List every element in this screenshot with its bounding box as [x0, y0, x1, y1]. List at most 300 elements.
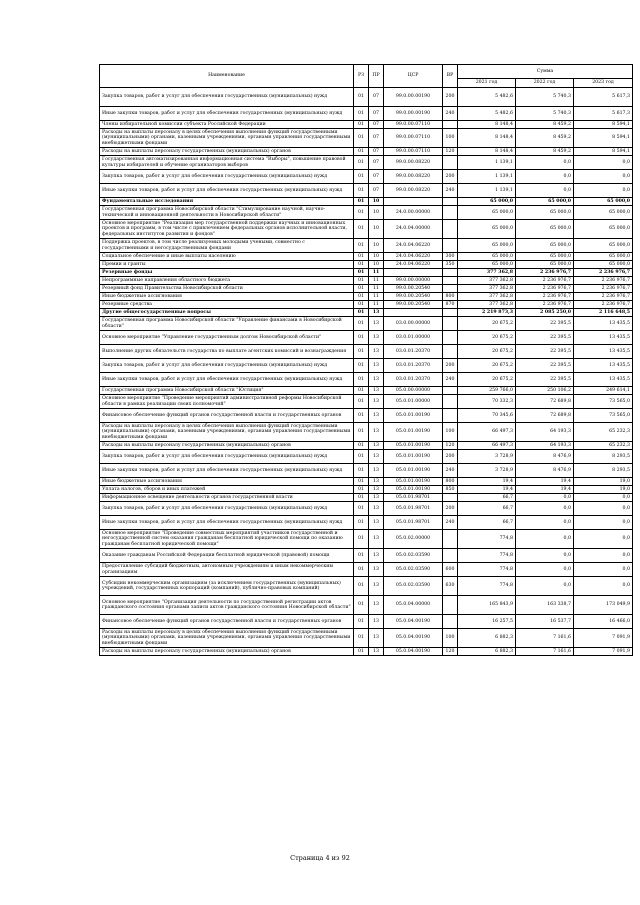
cell-2022: 8 459,2	[516, 148, 574, 156]
cell-2023: 13 435,5	[574, 373, 633, 387]
cell-2022: 8 476,9	[516, 450, 574, 464]
cell-2023: 2 236 976,7	[574, 285, 633, 293]
cell-2021: 5 482,6	[458, 88, 516, 107]
cell-2021: 66 497,3	[458, 423, 516, 442]
cell-rz: 01	[354, 359, 369, 373]
cell-csr: 05.0.04.00190	[384, 648, 443, 656]
cell-rz: 01	[354, 395, 369, 409]
cell-2021: 70 332,3	[458, 395, 516, 409]
cell-rz: 01	[354, 156, 369, 170]
cell-name: Члены избирательной комиссии субъекта Российской Федерации	[100, 121, 354, 129]
cell-csr: 03.0.01.20370	[384, 359, 443, 373]
cell-name: Иные закупки товаров, работ и услуг для обеспечения государственных (муниципальных) нужд	[100, 373, 354, 387]
cell-2021: 19,4	[458, 486, 516, 494]
cell-csr: 05.0.01.00190	[384, 450, 443, 464]
cell-2023: 8 594,1	[574, 129, 633, 148]
cell-vr: 120	[443, 442, 458, 450]
cell-pr: 13	[369, 577, 384, 596]
cell-vr	[443, 494, 458, 502]
cell-2022: 65 000,0	[516, 253, 574, 261]
cell-vr	[443, 198, 458, 206]
cell-vr	[443, 331, 458, 345]
cell-2022: 0,0	[516, 184, 574, 198]
table-row	[100, 309, 633, 317]
cell-csr: 24.0.04.06220	[384, 253, 443, 261]
cell-csr: 99.0.00.00190	[384, 107, 443, 121]
cell-2023: 0,0	[574, 530, 633, 549]
cell-name: Уплата налогов, сборов и иных платежей	[100, 486, 354, 494]
cell-vr	[443, 317, 458, 331]
cell-csr: 05.0.01.00190	[384, 442, 443, 450]
cell-2023: 13 435,5	[574, 359, 633, 373]
table-row	[100, 409, 633, 423]
cell-vr: 800	[443, 478, 458, 486]
cell-vr: 200	[443, 502, 458, 516]
cell-name: Основное мероприятие "Управление государственным долгом Новосибирской области"	[100, 331, 354, 345]
cell-rz: 01	[354, 549, 369, 563]
cell-2022: 64 193,3	[516, 423, 574, 442]
cell-2022: 65 000,0	[516, 206, 574, 220]
cell-pr: 13	[369, 395, 384, 409]
cell-name: Иные закупки товаров, работ и услуг для обеспечения государственных (муниципальных) нужд	[100, 516, 354, 530]
cell-name: Резервные средства	[100, 301, 354, 309]
cell-csr: 05.0.04.00190	[384, 629, 443, 648]
cell-pr: 13	[369, 464, 384, 478]
cell-pr: 13	[369, 494, 384, 502]
cell-vr	[443, 549, 458, 563]
table-row	[100, 170, 633, 184]
cell-csr: 99.0.00.07110	[384, 148, 443, 156]
cell-rz: 01	[354, 387, 369, 395]
cell-csr: 99.0.00.20540	[384, 293, 443, 301]
cell-rz: 01	[354, 148, 369, 156]
cell-vr: 600	[443, 563, 458, 577]
cell-csr: 24.0.04.06220	[384, 261, 443, 269]
cell-2022: 5 740,3	[516, 107, 574, 121]
cell-name: Государственная программа Новосибирской области "Стимулирование научной, научно-технической и инновационной деятельности в Новосибирской области"	[100, 206, 354, 220]
cell-2022: 22 395,5	[516, 359, 574, 373]
cell-2022: 0,0	[516, 156, 574, 170]
cell-pr: 11	[369, 293, 384, 301]
cell-rz: 01	[354, 563, 369, 577]
cell-vr	[443, 285, 458, 293]
cell-rz: 01	[354, 502, 369, 516]
cell-pr: 13	[369, 309, 384, 317]
cell-vr: 870	[443, 301, 458, 309]
cell-name: Информационное освещение деятельности органов государственной власти	[100, 494, 354, 502]
cell-rz: 01	[354, 184, 369, 198]
cell-name: Социальное обеспечение и иные выплаты населению	[100, 253, 354, 261]
cell-csr: 05.0.02.03590	[384, 577, 443, 596]
cell-2023: 73 565,0	[574, 409, 633, 423]
cell-2022: 8 476,9	[516, 464, 574, 478]
cell-2023: 13 435,5	[574, 331, 633, 345]
table-row	[100, 563, 633, 577]
cell-2023: 7 091,9	[574, 648, 633, 656]
col-header-pr: ПР	[369, 65, 384, 88]
cell-2023: 8 594,1	[574, 148, 633, 156]
cell-csr: 03.0.01.20370	[384, 345, 443, 359]
cell-rz: 01	[354, 88, 369, 107]
cell-2023: 2 236 976,7	[574, 293, 633, 301]
cell-pr: 07	[369, 107, 384, 121]
table-row	[100, 530, 633, 549]
cell-2023: 65 000,0	[574, 261, 633, 269]
cell-2023: 8 293,5	[574, 464, 633, 478]
cell-2023: 0,0	[574, 516, 633, 530]
cell-vr: 100	[443, 629, 458, 648]
cell-rz: 01	[354, 596, 369, 615]
cell-rz: 01	[354, 423, 369, 442]
cell-pr: 07	[369, 170, 384, 184]
cell-rz: 01	[354, 345, 369, 359]
col-header-name: Наименование	[100, 65, 354, 88]
cell-2022: 0,0	[516, 516, 574, 530]
table-row	[100, 516, 633, 530]
table-row	[100, 423, 633, 442]
cell-pr: 13	[369, 629, 384, 648]
cell-2021: 20 675,2	[458, 331, 516, 345]
cell-csr: 05.0.00.00000	[384, 387, 443, 395]
cell-2021: 66 497,3	[458, 442, 516, 450]
cell-vr	[443, 220, 458, 239]
cell-pr: 10	[369, 206, 384, 220]
cell-2022: 16 537,7	[516, 615, 574, 629]
table-row	[100, 629, 633, 648]
cell-2022: 7 161,6	[516, 629, 574, 648]
cell-vr	[443, 395, 458, 409]
cell-2023: 2 236 976,7	[574, 269, 633, 277]
cell-2021: 19,4	[458, 478, 516, 486]
table-row	[100, 549, 633, 563]
cell-rz: 01	[354, 253, 369, 261]
cell-vr	[443, 239, 458, 253]
cell-rz: 01	[354, 198, 369, 206]
cell-2023: 0,0	[574, 563, 633, 577]
cell-vr: 240	[443, 516, 458, 530]
table-row	[100, 331, 633, 345]
cell-rz: 01	[354, 206, 369, 220]
cell-2022: 2 085 250,0	[516, 309, 574, 317]
cell-2022: 22 395,5	[516, 317, 574, 331]
table-row	[100, 261, 633, 269]
cell-name: Резервный фонд Правительства Новосибирской области	[100, 285, 354, 293]
cell-2021: 66,7	[458, 494, 516, 502]
cell-pr: 11	[369, 285, 384, 293]
cell-2022: 0,0	[516, 494, 574, 502]
cell-vr: 100	[443, 129, 458, 148]
cell-csr: 99.0.00.08220	[384, 170, 443, 184]
cell-2021: 259 766,0	[458, 387, 516, 395]
cell-2022: 72 689,8	[516, 395, 574, 409]
cell-name: Финансовое обеспечение функций органов государственной власти и государственных органов	[100, 409, 354, 423]
cell-name: Закупка товаров, работ и услуг для обеспечения государственных (муниципальных) нужд	[100, 170, 354, 184]
cell-2021: 66,7	[458, 502, 516, 516]
cell-2022: 64 193,3	[516, 442, 574, 450]
cell-2021: 377 362,8	[458, 293, 516, 301]
table-row	[100, 478, 633, 486]
cell-2021: 65 000,0	[458, 239, 516, 253]
cell-2023: 249 614,1	[574, 387, 633, 395]
cell-2021: 3 728,9	[458, 464, 516, 478]
cell-2022: 163 338,7	[516, 596, 574, 615]
cell-2022: 0,0	[516, 170, 574, 184]
cell-name: Закупка товаров, работ и услуг для обеспечения государственных (муниципальных) нужд	[100, 450, 354, 464]
cell-name: Основное мероприятие "Проведение мероприятий административной реформы Новосибирской области в рамках реализации своих полномочий"	[100, 395, 354, 409]
cell-2023: 65 000,0	[574, 198, 633, 206]
cell-csr: 05.0.04.00190	[384, 615, 443, 629]
cell-pr: 13	[369, 450, 384, 464]
cell-2023: 0,0	[574, 494, 633, 502]
cell-rz: 01	[354, 409, 369, 423]
cell-rz: 01	[354, 285, 369, 293]
cell-name: Иные закупки товаров, работ и услуг для обеспечения государственных (муниципальных) нужд	[100, 184, 354, 198]
cell-2023: 0,0	[574, 184, 633, 198]
cell-2021: 377 362,8	[458, 269, 516, 277]
cell-rz: 01	[354, 373, 369, 387]
table-row	[100, 648, 633, 656]
table-row	[100, 253, 633, 261]
cell-name: Иные закупки товаров, работ и услуг для обеспечения государственных (муниципальных) нужд	[100, 464, 354, 478]
table-row	[100, 577, 633, 596]
cell-2023: 65 000,0	[574, 220, 633, 239]
cell-2021: 8 148,4	[458, 121, 516, 129]
cell-name: Выполнение других обязательств государства по выплате агентских комиссий и вознаграждения	[100, 345, 354, 359]
cell-vr: 200	[443, 170, 458, 184]
cell-rz: 01	[354, 442, 369, 450]
cell-2022: 0,0	[516, 563, 574, 577]
cell-pr: 13	[369, 317, 384, 331]
cell-vr: 350	[443, 261, 458, 269]
table-row	[100, 129, 633, 148]
cell-pr: 13	[369, 596, 384, 615]
table-row	[100, 596, 633, 615]
cell-2023: 0,0	[574, 156, 633, 170]
cell-pr: 13	[369, 409, 384, 423]
cell-name: Основное мероприятие "Реализация мер государственной поддержки научных и инновационных проектов и программ, в том числе с привлечением федеральных органов исполнительной власти, федеральных институтов развития и фондов"	[100, 220, 354, 239]
cell-rz: 01	[354, 220, 369, 239]
cell-2022: 2 236 976,7	[516, 277, 574, 285]
cell-pr: 07	[369, 184, 384, 198]
cell-rz: 01	[354, 615, 369, 629]
cell-pr: 07	[369, 88, 384, 107]
cell-csr: 24.0.04.06220	[384, 239, 443, 253]
cell-vr	[443, 309, 458, 317]
cell-csr: 99.0.00.08220	[384, 156, 443, 170]
cell-vr: 100	[443, 423, 458, 442]
cell-vr: 850	[443, 486, 458, 494]
cell-rz: 01	[354, 293, 369, 301]
cell-2023: 0,0	[574, 502, 633, 516]
cell-rz: 01	[354, 121, 369, 129]
table-row	[100, 220, 633, 239]
cell-2023: 8 293,5	[574, 450, 633, 464]
cell-pr: 07	[369, 121, 384, 129]
cell-name: Расходы на выплаты персоналу в целях обеспечения выполнения функций государственными (муниципальными) органами, казенными учреждениями, органами управления государственными внебюджетными фондами	[100, 423, 354, 442]
cell-2022: 2 236 976,7	[516, 285, 574, 293]
cell-2022: 22 395,5	[516, 345, 574, 359]
cell-vr	[443, 596, 458, 615]
cell-name: Непрограммные направления областного бюджета	[100, 277, 354, 285]
table-row	[100, 269, 633, 277]
table-row	[100, 156, 633, 170]
cell-pr: 13	[369, 331, 384, 345]
table-row	[100, 317, 633, 331]
cell-rz: 01	[354, 309, 369, 317]
cell-csr	[384, 198, 443, 206]
table-row	[100, 373, 633, 387]
cell-vr	[443, 615, 458, 629]
cell-vr	[443, 409, 458, 423]
cell-name: Расходы на выплаты персоналу в целях обеспечения выполнения функций государственными (муниципальными) органами, казенными учреждениями, органами управления государственными внебюджетными фондами	[100, 129, 354, 148]
table-row	[100, 395, 633, 409]
table-row	[100, 277, 633, 285]
cell-csr: 24.0.00.00000	[384, 206, 443, 220]
cell-pr: 13	[369, 530, 384, 549]
cell-2023: 173 049,9	[574, 596, 633, 615]
cell-2023: 19,0	[574, 478, 633, 486]
cell-2022: 250 106,2	[516, 387, 574, 395]
table-row	[100, 121, 633, 129]
cell-pr: 10	[369, 261, 384, 269]
cell-2023: 65 232,3	[574, 442, 633, 450]
table-row	[100, 184, 633, 198]
cell-2021: 774,8	[458, 530, 516, 549]
cell-2021: 377 362,8	[458, 285, 516, 293]
table-row	[100, 198, 633, 206]
cell-rz: 01	[354, 107, 369, 121]
cell-2022: 65 000,0	[516, 220, 574, 239]
cell-csr: 99.0.00.20540	[384, 301, 443, 309]
cell-2021: 774,8	[458, 549, 516, 563]
cell-name: Государственная автоматизированная информационная система "Выборы", повышение правовой культуры избирателей и обучение организаторов выборов	[100, 156, 354, 170]
cell-pr: 13	[369, 387, 384, 395]
table-row	[100, 88, 633, 107]
cell-pr: 13	[369, 502, 384, 516]
cell-2022: 2 236 976,7	[516, 293, 574, 301]
table-row	[100, 502, 633, 516]
cell-2023: 2 236 976,7	[574, 277, 633, 285]
cell-csr: 99.0.00.07110	[384, 129, 443, 148]
table-row	[100, 345, 633, 359]
cell-pr: 13	[369, 549, 384, 563]
cell-vr	[443, 269, 458, 277]
cell-pr: 13	[369, 442, 384, 450]
cell-csr: 05.0.01.00190	[384, 409, 443, 423]
cell-pr: 07	[369, 129, 384, 148]
table-row	[100, 450, 633, 464]
cell-rz: 01	[354, 577, 369, 596]
cell-2021: 377 362,8	[458, 301, 516, 309]
cell-pr: 10	[369, 198, 384, 206]
cell-2022: 8 459,2	[516, 129, 574, 148]
cell-rz: 01	[354, 261, 369, 269]
cell-name: Иные закупки товаров, работ и услуг для обеспечения государственных (муниципальных) нужд	[100, 107, 354, 121]
cell-pr: 10	[369, 220, 384, 239]
cell-2023: 19,0	[574, 486, 633, 494]
cell-pr: 07	[369, 148, 384, 156]
cell-2023: 65 232,3	[574, 423, 633, 442]
cell-2021: 6 882,3	[458, 629, 516, 648]
cell-vr: 200	[443, 359, 458, 373]
cell-rz: 01	[354, 530, 369, 549]
cell-rz: 01	[354, 129, 369, 148]
cell-2022: 5 740,3	[516, 88, 574, 107]
cell-2021: 8 148,4	[458, 148, 516, 156]
cell-csr: 05.0.04.00000	[384, 596, 443, 615]
cell-2023: 65 000,0	[574, 206, 633, 220]
cell-2021: 1 139,1	[458, 156, 516, 170]
cell-name: Резервные фонды	[100, 269, 354, 277]
cell-2021: 65 000,0	[458, 220, 516, 239]
cell-pr: 10	[369, 239, 384, 253]
col-header-2021: 2021 год	[458, 79, 516, 88]
cell-pr: 07	[369, 156, 384, 170]
cell-name: Расходы на выплаты персоналу государственных (муниципальных) органов	[100, 148, 354, 156]
cell-2021: 3 728,9	[458, 450, 516, 464]
table-row	[100, 293, 633, 301]
cell-csr: 05.0.01.98701	[384, 516, 443, 530]
cell-name: Расходы на выплаты персоналу государственных (муниципальных) органов	[100, 648, 354, 656]
page-number: Страница 4 из 92	[290, 854, 350, 862]
cell-2022: 0,0	[516, 549, 574, 563]
col-header-2022: 2022 год	[516, 79, 574, 88]
cell-vr: 630	[443, 577, 458, 596]
cell-2023: 13 435,5	[574, 345, 633, 359]
cell-2021: 20 675,2	[458, 359, 516, 373]
table-row	[100, 206, 633, 220]
cell-rz: 01	[354, 648, 369, 656]
cell-2021: 5 482,6	[458, 107, 516, 121]
cell-csr	[384, 269, 443, 277]
cell-rz: 01	[354, 629, 369, 648]
cell-name: Оказание гражданам Российской Федерации бесплатной юридической (правовой) помощи	[100, 549, 354, 563]
cell-2022: 72 689,8	[516, 409, 574, 423]
cell-pr: 10	[369, 253, 384, 261]
cell-name: Премии и гранты	[100, 261, 354, 269]
table-row	[100, 494, 633, 502]
cell-csr: 05.0.02.03590	[384, 563, 443, 577]
col-header-vr: ВР	[443, 65, 458, 88]
col-header-csr: ЦСР	[384, 65, 443, 88]
table-row	[100, 285, 633, 293]
cell-name: Основное мероприятие "Организация деятельности по государственной регистрации актов гражданского состояния органами записи актов гражданского состояния Новосибирской области"	[100, 596, 354, 615]
cell-vr: 240	[443, 107, 458, 121]
cell-rz: 01	[354, 239, 369, 253]
cell-2021: 774,8	[458, 577, 516, 596]
cell-2023: 13 435,5	[574, 317, 633, 331]
cell-name: Государственная программа Новосибирской области "Юстиция"	[100, 387, 354, 395]
cell-2023: 65 000,0	[574, 239, 633, 253]
cell-vr: 240	[443, 464, 458, 478]
cell-name: Финансовое обеспечение функций органов государственной власти и государственных органов	[100, 615, 354, 629]
cell-2022: 7 161,6	[516, 648, 574, 656]
cell-2021: 70 345,6	[458, 409, 516, 423]
cell-2021: 65 000,0	[458, 198, 516, 206]
cell-2021: 65 000,0	[458, 261, 516, 269]
table-row	[100, 464, 633, 478]
cell-rz: 01	[354, 464, 369, 478]
col-header-2023: 2023 год	[574, 79, 633, 88]
cell-name: Закупка товаров, работ и услуг для обеспечения государственных (муниципальных) нужд	[100, 502, 354, 516]
cell-2021: 20 675,2	[458, 373, 516, 387]
cell-pr: 13	[369, 423, 384, 442]
cell-2023: 0,0	[574, 577, 633, 596]
cell-2021: 66,7	[458, 516, 516, 530]
cell-csr: 24.0.04.00000	[384, 220, 443, 239]
cell-vr: 240	[443, 373, 458, 387]
cell-2021: 20 675,2	[458, 317, 516, 331]
